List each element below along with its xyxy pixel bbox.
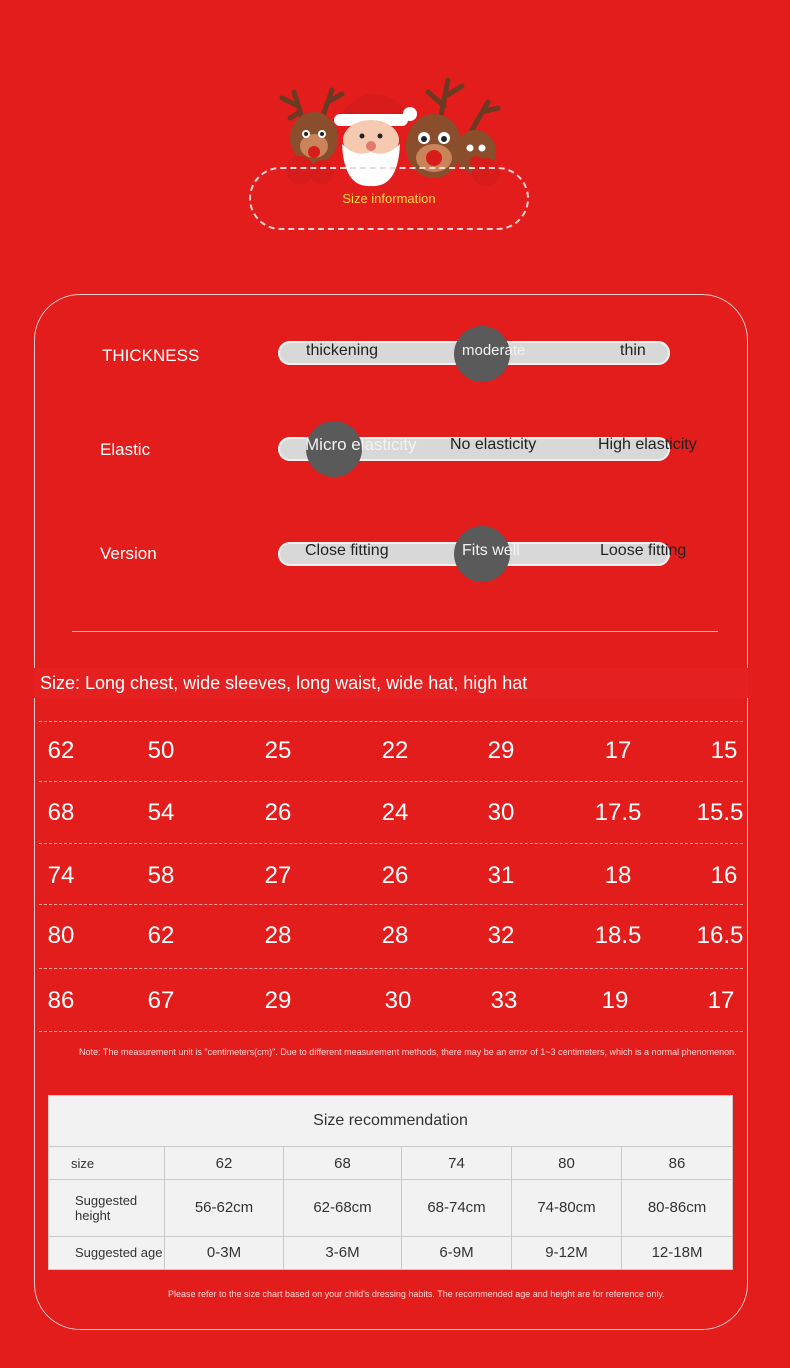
elastic-label: Elastic — [100, 440, 151, 459]
section-title: Size information — [342, 191, 436, 206]
table-cell: 19 — [601, 987, 629, 1014]
version-option-close: Close fitting — [305, 542, 389, 559]
table-cell: 31 — [487, 862, 515, 889]
table-cell: 80 — [512, 1147, 622, 1180]
table-cell: 17 — [604, 737, 632, 764]
row-separator — [39, 904, 743, 905]
table-cell: 15 — [710, 737, 738, 764]
table-cell: 86 — [622, 1147, 733, 1180]
table-cell: 30 — [487, 799, 515, 826]
table-cell: 24 — [381, 799, 409, 826]
row-separator — [39, 968, 743, 969]
measurement-note: Note: The measurement unit is "centimeters(cm)". Due to different measurement methods, there may be an error of 1~3 centimeters, which is a normal phenomenon. — [79, 1047, 737, 1057]
table-cell: 62 — [165, 1147, 284, 1180]
table-cell: 9-12M — [512, 1236, 622, 1269]
table-cell: 67 — [147, 987, 175, 1014]
table-cell: 29 — [264, 987, 292, 1014]
table-cell: 80 — [47, 922, 75, 949]
table-cell: 68-74cm — [402, 1180, 512, 1237]
table-cell: 74 — [402, 1147, 512, 1180]
table-cell: 18 — [604, 862, 632, 889]
table-cell: 29 — [487, 737, 515, 764]
recommendation-footnote: Please refer to the size chart based on your child's dressing habits. The recommended age and height are for reference only. — [168, 1289, 665, 1299]
table-cell: 28 — [264, 922, 292, 949]
elastic-option-none: No elasticity — [450, 436, 537, 453]
elastic-option-high: High elasticity — [598, 436, 697, 453]
table-cell: 18.5 — [594, 922, 642, 949]
row-label-height: Suggested height — [49, 1180, 165, 1237]
table-cell: 25 — [264, 737, 292, 764]
row-separator — [39, 721, 743, 722]
table-cell: 62 — [147, 922, 175, 949]
table-cell: 58 — [147, 862, 175, 889]
table-cell: 80-86cm — [622, 1180, 733, 1237]
size-table-header: Size: Long chest, wide sleeves, long waist, wide hat, high hat — [34, 668, 748, 698]
section-divider — [72, 631, 718, 632]
table-cell: 74-80cm — [512, 1180, 622, 1237]
thickness-option-thickening: thickening — [306, 342, 379, 359]
thickness-option-moderate: moderate — [462, 342, 526, 359]
table-cell: 6-9M — [402, 1236, 512, 1269]
recommendation-title: Size recommendation — [49, 1096, 733, 1147]
table-cell: 28 — [381, 922, 409, 949]
row-separator — [39, 781, 743, 782]
thickness-option-thin: thin — [620, 342, 646, 359]
table-cell: 16 — [710, 862, 738, 889]
table-cell: 54 — [147, 799, 175, 826]
table-cell: 32 — [487, 922, 515, 949]
table-cell: 26 — [264, 799, 292, 826]
table-cell: 3-6M — [284, 1236, 402, 1269]
table-cell: 86 — [47, 987, 75, 1014]
table-cell: 0-3M — [165, 1236, 284, 1269]
table-cell: 56-62cm — [165, 1180, 284, 1237]
table-cell: 74 — [47, 862, 75, 889]
table-cell: 50 — [147, 737, 175, 764]
table-cell: 16.5 — [696, 922, 744, 949]
table-cell: 22 — [381, 737, 409, 764]
elastic-option-micro: Micro elasticity — [305, 435, 417, 454]
row-separator — [39, 843, 743, 844]
size-recommendation-table — [48, 1095, 732, 1270]
table-cell: 17.5 — [594, 799, 642, 826]
table-cell: 27 — [264, 862, 292, 889]
version-option-loose: Loose fitting — [600, 542, 687, 559]
row-separator — [39, 1031, 743, 1032]
row-label-age: Suggested age — [49, 1236, 165, 1269]
table-cell: 62 — [47, 737, 75, 764]
table-cell: 12-18M — [622, 1236, 733, 1269]
table-cell: 33 — [490, 987, 518, 1014]
table-cell: 17 — [707, 987, 735, 1014]
table-cell: 15.5 — [696, 799, 744, 826]
version-label: Version — [100, 544, 157, 563]
version-option-fits: Fits well — [462, 542, 520, 559]
table-cell: 68 — [284, 1147, 402, 1180]
table-cell: 26 — [381, 862, 409, 889]
table-cell: 62-68cm — [284, 1180, 402, 1237]
table-cell: 68 — [47, 799, 75, 826]
table-cell: 30 — [384, 987, 412, 1014]
row-label-size: size — [49, 1147, 165, 1180]
thickness-label: THICKNESS — [102, 346, 200, 365]
